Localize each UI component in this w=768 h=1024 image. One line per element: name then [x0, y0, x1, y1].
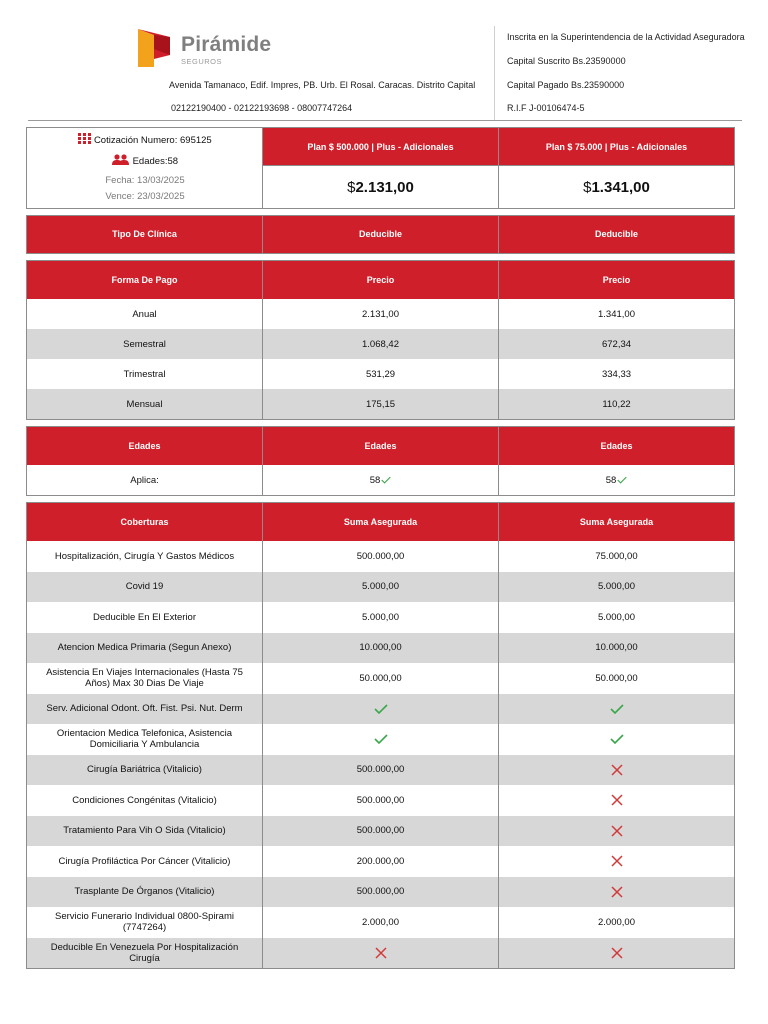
table-row: [27, 389, 734, 419]
coverage-plan-2: [499, 938, 734, 969]
table-row: [27, 299, 734, 329]
coverage-name: [27, 785, 263, 816]
coverage-plan-1: [263, 907, 499, 938]
coverage-name-text: Serv. Adicional Odont. Oft. Fist. Psi. Nut. Derm: [46, 703, 243, 715]
coverage-plan-1: [263, 572, 499, 603]
coverage-plan-2: [499, 541, 734, 572]
coverage-name-text: Deducible En El Exterior: [93, 611, 196, 623]
table-header-row: [27, 261, 734, 299]
users-icon: [112, 154, 130, 165]
plan-2-title: Plan $ 75.000 | Plus - Adicionales: [499, 128, 734, 166]
payment-method: Trimestral: [27, 359, 263, 389]
payment-method: Semestral: [27, 329, 263, 359]
coverage-plan-1: [263, 541, 499, 572]
applies-label: Aplica:: [27, 465, 263, 495]
paid-capital: Capital Pagado Bs.23590000: [507, 80, 625, 90]
plan-2-amount: 1.341,00: [591, 178, 650, 196]
payment-method: Anual: [27, 299, 263, 329]
brand-name: Pirámide: [181, 33, 272, 56]
check-icon: [610, 734, 624, 744]
table-row: [27, 465, 734, 495]
coverage-plan-2: [499, 816, 734, 847]
coverage-name-text: Cirugía Profiláctica Por Cáncer (Vitalicio): [58, 855, 231, 867]
coverage-plan-2: [499, 846, 734, 877]
coverage-plan-2: [499, 785, 734, 816]
payment-method: Mensual: [27, 389, 263, 419]
coverage-plan-1: [263, 724, 499, 755]
coverage-plan-2-text: 5.000,00: [598, 611, 635, 623]
brand-subtitle: SEGUROS: [181, 57, 223, 66]
coverage-plan-1-text: 500.000,00: [356, 886, 405, 898]
table-row: [27, 785, 734, 816]
coverage-plan-1: [263, 633, 499, 664]
coverage-plan-1-text: 50.000,00: [359, 672, 402, 684]
coverage-plan-2: [499, 877, 734, 908]
column-header: Edades: [263, 427, 499, 465]
coverage-rows: [27, 541, 734, 968]
coverage-plan-1-text: 500.000,00: [356, 550, 405, 562]
coverage-plan-2-text: 50.000,00: [595, 672, 638, 684]
coverage-plan-2-text: 5.000,00: [598, 581, 635, 593]
coverage-plan-1: [263, 602, 499, 633]
column-header: Edades: [499, 427, 734, 465]
coverage-name-text: Trasplante De Órganos (Vitalicio): [74, 886, 215, 898]
x-icon: [611, 825, 623, 837]
coverage-plan-2: [499, 663, 734, 694]
coverage-name-text: Servicio Funerario Individual 0800-Spirami (7747264): [54, 911, 234, 934]
coverage-plan-1-text: 10.000,00: [359, 642, 402, 654]
column-header: Edades: [27, 427, 263, 465]
quote-number-line: [27, 133, 263, 146]
age-plan-2: [499, 465, 734, 495]
check-icon: [374, 734, 388, 744]
coverage-plan-1-text: 200.000,00: [356, 855, 405, 867]
grid-icon: [78, 133, 91, 144]
column-header: Forma De Pago: [27, 261, 263, 299]
coverage-plan-1: [263, 694, 499, 725]
coverage-name-text: Asistencia En Viajes Internacionales (Hasta 75 Años) Max 30 Dias De Viaje: [46, 667, 243, 690]
piramide-logo-icon: [138, 29, 170, 67]
quote-info: [27, 128, 263, 208]
coverage-plan-1-text: 5.000,00: [362, 611, 399, 623]
quote-number: Cotización Numero: 695125: [93, 135, 212, 146]
coverage-name-text: Deducible En Venezuela Por Hospitalización Cirugía: [50, 941, 239, 964]
coverage-name: [27, 907, 263, 938]
payment-table: [26, 260, 735, 420]
table-row: [27, 572, 734, 603]
x-icon: [375, 947, 387, 959]
coverage-name: [27, 663, 263, 694]
clinic-type-label: Tipo De Clínica: [27, 216, 263, 253]
coverage-plan-1-text: 5.000,00: [362, 581, 399, 593]
price-plan-2: 110,22: [602, 398, 631, 410]
coverage-plan-2-text: 2.000,00: [598, 916, 635, 928]
coverage-plan-1: [263, 755, 499, 786]
coverage-name: [27, 541, 263, 572]
check-icon: [381, 476, 391, 484]
coverage-name-text: Condiciones Congénitas (Vitalicio): [72, 794, 217, 806]
coverage-plan-2: [499, 694, 734, 725]
age-value: 58: [605, 474, 617, 486]
header-rule: [28, 120, 742, 121]
coverage-name-text: Covid 19: [125, 581, 164, 593]
coverage-name: [27, 602, 263, 633]
clinic-type-row: [27, 216, 734, 253]
x-icon: [611, 794, 623, 806]
coverage-plan-1: [263, 877, 499, 908]
price-plan-1: 2.131,00: [263, 299, 499, 329]
coverage-name: [27, 877, 263, 908]
plan-1-currency: $: [347, 178, 356, 196]
registration-line: Inscrita en la Superintendencia de la Actividad Aseguradora: [507, 32, 745, 42]
check-icon: [610, 704, 624, 714]
check-icon: [617, 476, 627, 484]
coverage-name: [27, 938, 263, 969]
company-logo: [138, 29, 298, 69]
ages-table: [26, 426, 735, 496]
coverage-name: [27, 694, 263, 725]
x-icon: [611, 855, 623, 867]
table-row: [27, 541, 734, 572]
x-icon: [611, 886, 623, 898]
coverage-plan-2: [499, 572, 734, 603]
coverage-plan-1: [263, 846, 499, 877]
plan-1-title: Plan $ 500.000 | Plus - Adicionales: [263, 128, 499, 166]
ages-value: Edades:58: [132, 156, 179, 167]
coverage-plan-1: [263, 816, 499, 847]
column-header: Suma Asegurada: [263, 503, 499, 541]
table-row: [27, 938, 734, 969]
table-row: [27, 755, 734, 786]
coverage-plan-2: [499, 755, 734, 786]
price-plan-2: 334,33: [601, 368, 632, 380]
table-row: [27, 663, 734, 694]
document-header: [0, 0, 768, 122]
plan-1-price: [263, 166, 499, 208]
coverage-name-text: Orientacion Medica Telefonica, Asistencia Domiciliaria Y Ambulancia: [56, 728, 233, 751]
issue-date: Fecha: 13/03/2025: [105, 175, 185, 186]
x-icon: [611, 764, 623, 776]
coverage-name: [27, 816, 263, 847]
expiry-date: Vence: 23/03/2025: [105, 191, 185, 202]
coverage-name-text: Cirugía Bariátrica (Vitalicio): [87, 764, 202, 776]
ages-line: [27, 154, 263, 167]
x-icon: [611, 947, 623, 959]
coverage-plan-2: [499, 907, 734, 938]
coverage-plan-1: [263, 938, 499, 969]
header-divider: [494, 26, 495, 120]
table-row: [27, 724, 734, 755]
age-plan-1: [263, 465, 499, 495]
quote-summary: [26, 127, 735, 209]
table-row: [27, 694, 734, 725]
coverage-name-text: Tratamiento Para Vih O Sida (Vitalicio): [63, 825, 226, 837]
coverage-plan-2-text: 75.000,00: [595, 550, 638, 562]
table-header-row: [27, 427, 734, 465]
price-plan-1: 175,15: [263, 389, 499, 419]
column-header: Precio: [499, 261, 734, 299]
subscribed-capital: Capital Suscrito Bs.23590000: [507, 56, 626, 66]
coverage-plan-1-text: 500.000,00: [356, 764, 405, 776]
coverage-name: [27, 572, 263, 603]
coverage-plan-1-text: 2.000,00: [362, 916, 399, 928]
column-header: Precio: [263, 261, 499, 299]
table-row: [27, 877, 734, 908]
table-header-row: [27, 503, 734, 541]
price-plan-2: 1.341,00: [598, 308, 635, 320]
coverage-plan-2: [499, 633, 734, 664]
table-row: [27, 846, 734, 877]
plan-1-amount: 2.131,00: [355, 178, 414, 196]
coverage-plan-1: [263, 663, 499, 694]
coverage-table: [26, 502, 735, 969]
table-row: [27, 329, 734, 359]
coverage-plan-1: [263, 785, 499, 816]
table-row: [27, 359, 734, 389]
plan-2-currency: $: [583, 178, 592, 196]
clinic-type-table: [26, 215, 735, 254]
age-value: 58: [369, 474, 381, 486]
company-address: Avenida Tamanaco, Edif. Impres, PB. Urb. El Rosal. Caracas. Distrito Capital: [169, 80, 476, 90]
clinic-type-plan-2: Deducible: [499, 216, 734, 253]
coverage-name: [27, 633, 263, 664]
coverage-name: [27, 724, 263, 755]
table-row: [27, 816, 734, 847]
clinic-type-plan-1: Deducible: [263, 216, 499, 253]
table-row: [27, 633, 734, 664]
coverage-plan-2: [499, 602, 734, 633]
coverage-plan-1-text: 500.000,00: [356, 794, 405, 806]
check-icon: [374, 704, 388, 714]
plan-2-price: [499, 166, 734, 208]
column-header: Coberturas: [27, 503, 263, 541]
price-plan-2: 672,34: [601, 338, 632, 350]
coverage-name-text: Atencion Medica Primaria (Segun Anexo): [57, 642, 232, 654]
rif-number: R.I.F J-00106474-5: [507, 103, 585, 113]
table-row: [27, 602, 734, 633]
coverage-name: [27, 755, 263, 786]
coverage-plan-2-text: 10.000,00: [595, 642, 638, 654]
coverage-plan-2: [499, 724, 734, 755]
table-row: [27, 907, 734, 938]
coverage-plan-1-text: 500.000,00: [356, 825, 405, 837]
price-plan-1: 531,29: [263, 359, 499, 389]
company-phones: 02122190400 - 02122193698 - 08007747264: [171, 103, 353, 113]
price-plan-1: 1.068,42: [263, 329, 499, 359]
coverage-name: [27, 846, 263, 877]
coverage-name-text: Hospitalización, Cirugía Y Gastos Médicos: [54, 550, 235, 562]
column-header: Suma Asegurada: [499, 503, 734, 541]
